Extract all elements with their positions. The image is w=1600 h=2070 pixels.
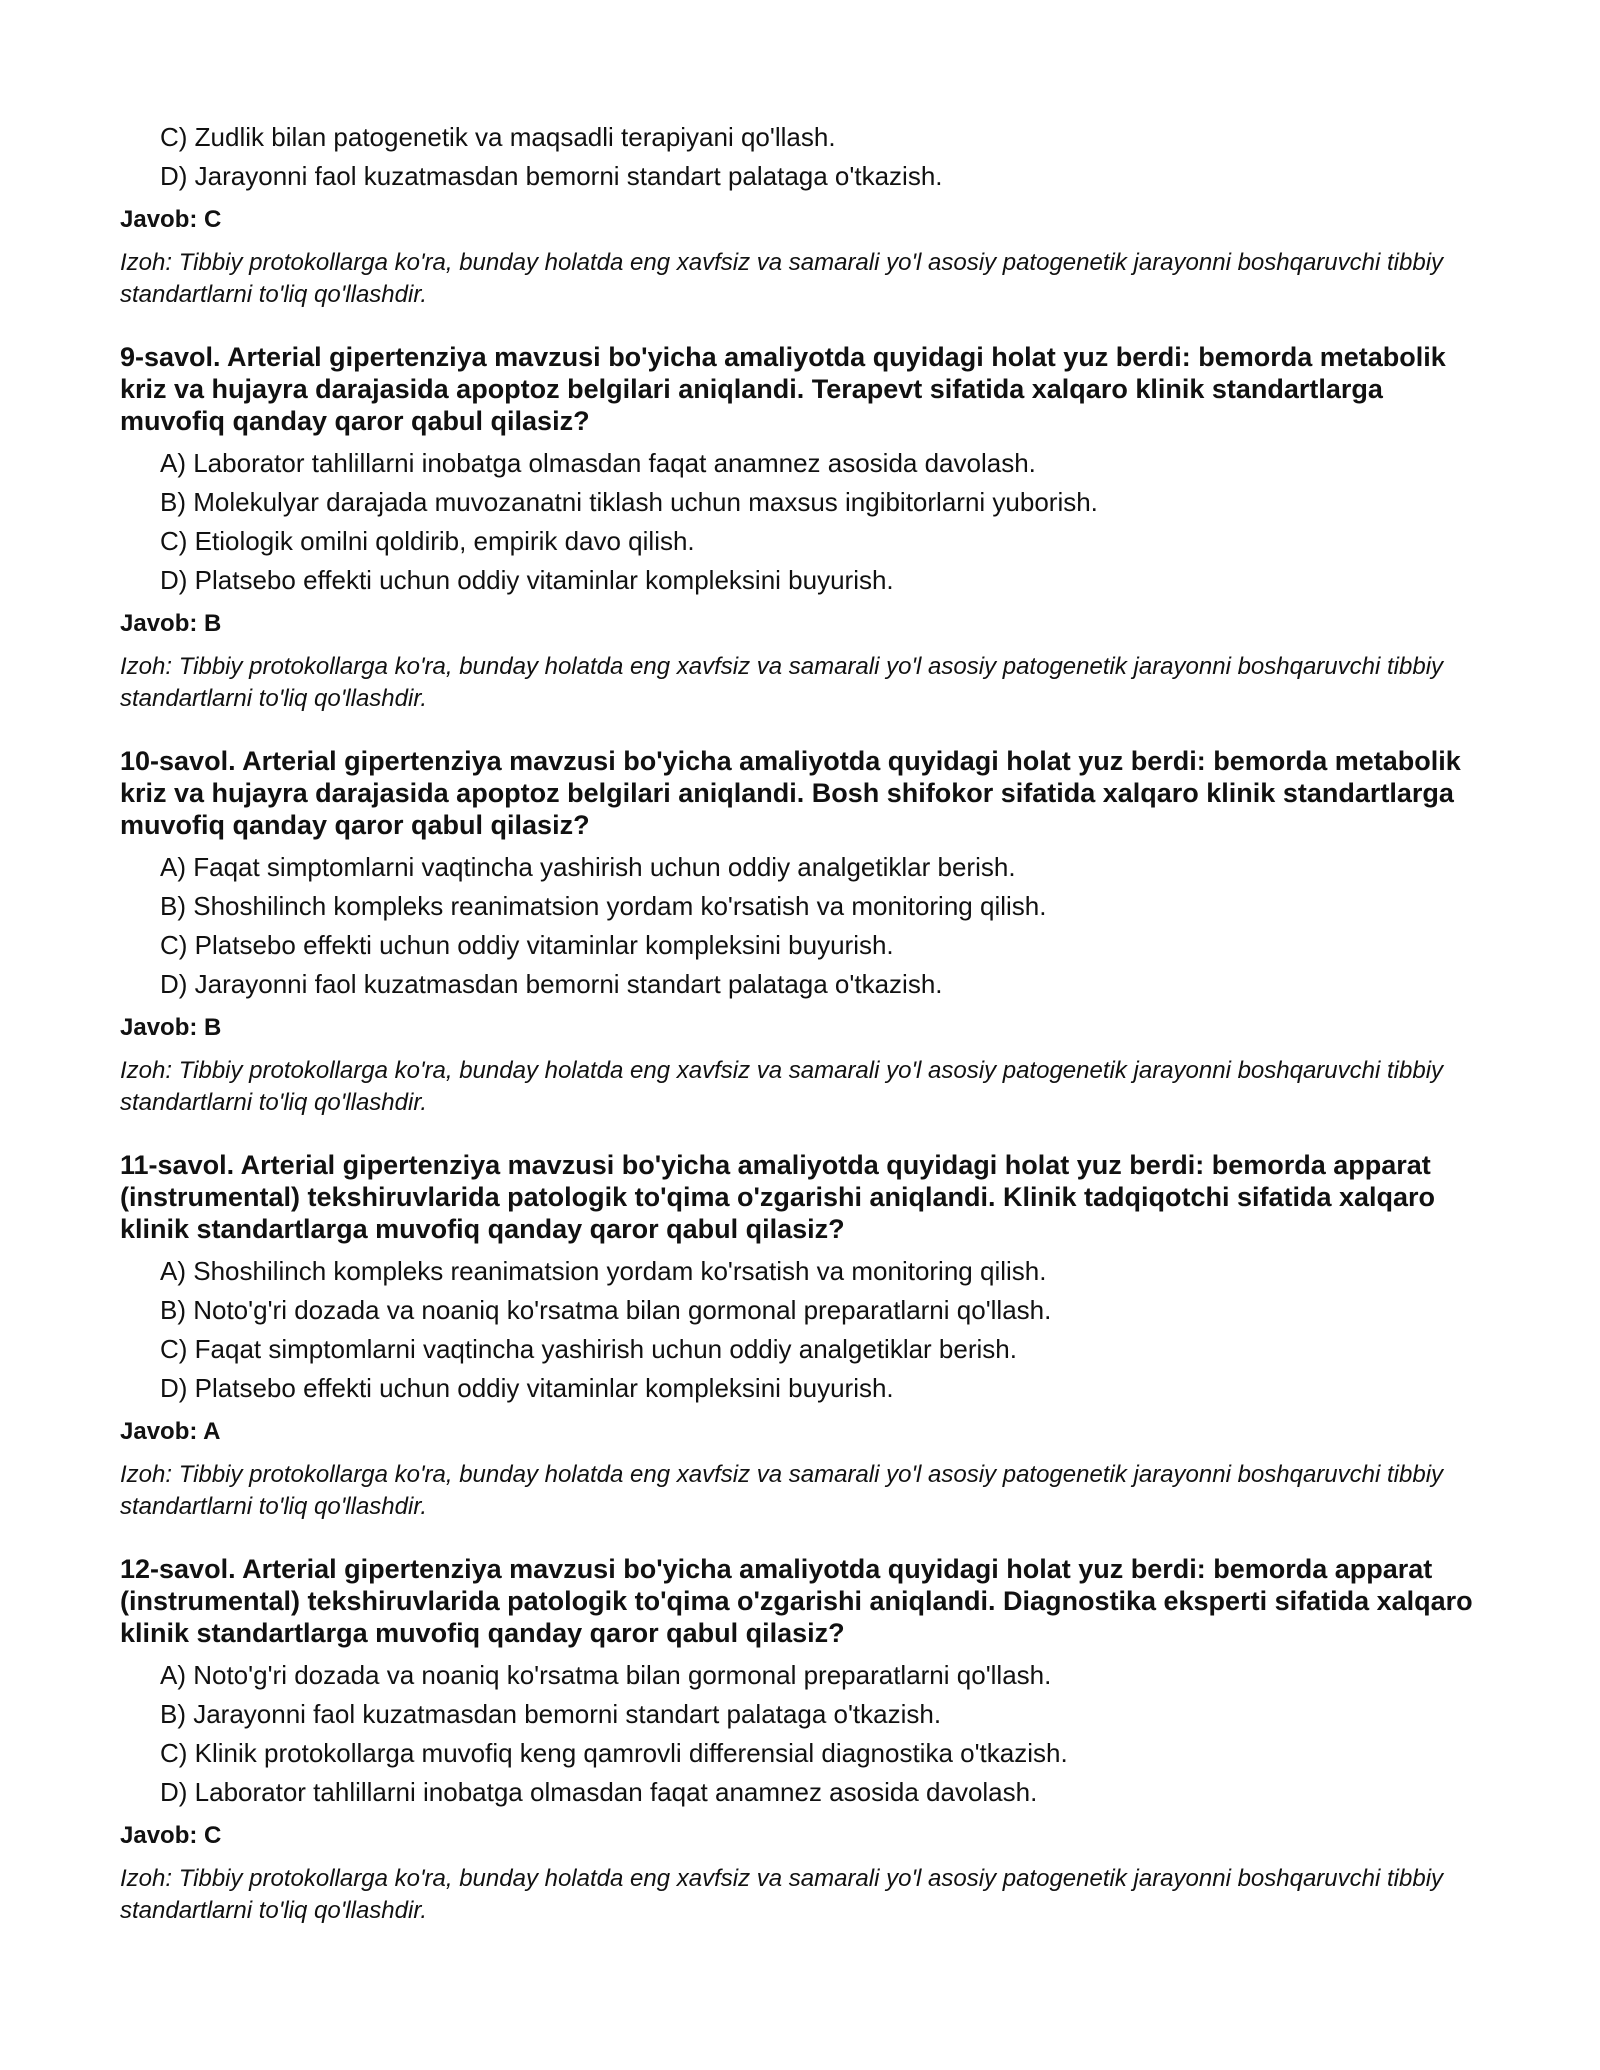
- explanation-note: Izoh: Tibbiy protokollarga ko'ra, bunday holatda eng xavfsiz va samarali yo'l asosiy patogenetik jarayonni boshqaruvchi tibbiy standartlarni to'liq qo'llashdir.: [120, 1461, 1444, 1520]
- option-c: C) Klinik protokollarga muvofiq keng qamrovli differensial diagnostika o'tkazish.: [160, 1738, 1068, 1768]
- option-a: A) Shoshilinch kompleks reanimatsion yordam ko'rsatish va monitoring qilish.: [160, 1256, 1047, 1286]
- option-d: D) Jarayonni faol kuzatmasdan bemorni standart palataga o'tkazish.: [160, 161, 943, 191]
- option-c: C) Platsebo effekti uchun oddiy vitaminlar kompleksini buyurish.: [160, 930, 894, 960]
- option-b: B) Shoshilinch kompleks reanimatsion yordam ko'rsatish va monitoring qilish.: [160, 891, 1047, 921]
- answer-label: Javob: C: [120, 1822, 222, 1849]
- explanation-note: Izoh: Tibbiy protokollarga ko'ra, bunday holatda eng xavfsiz va samarali yo'l asosiy patogenetik jarayonni boshqaruvchi tibbiy standartlarni to'liq qo'llashdir.: [120, 1057, 1444, 1116]
- option-b: B) Jarayonni faol kuzatmasdan bemorni standart palataga o'tkazish.: [160, 1699, 942, 1729]
- option-b: B) Noto'g'ri dozada va noaniq ko'rsatma bilan gormonal preparatlarni qo'llash.: [160, 1295, 1052, 1325]
- answer-label: Javob: B: [120, 610, 222, 637]
- option-c: C) Faqat simptomlarni vaqtincha yashirish uchun oddiy analgetiklar berish.: [160, 1334, 1017, 1364]
- option-a: A) Noto'g'ri dozada va noaniq ko'rsatma bilan gormonal preparatlarni qo'llash.: [160, 1660, 1052, 1690]
- option-d: D) Jarayonni faol kuzatmasdan bemorni standart palataga o'tkazish.: [160, 969, 943, 999]
- explanation-note: Izoh: Tibbiy protokollarga ko'ra, bunday holatda eng xavfsiz va samarali yo'l asosiy patogenetik jarayonni boshqaruvchi tibbiy standartlarni to'liq qo'llashdir.: [120, 249, 1444, 308]
- answer-label: Javob: B: [120, 1014, 222, 1041]
- question-9: [120, 341, 1480, 715]
- option-list: [120, 122, 1480, 191]
- question-continuation: [120, 122, 1480, 311]
- option-a: A) Laborator tahlillarni inobatga olmasdan faqat anamnez asosida davolash.: [160, 448, 1036, 478]
- explanation-note: Izoh: Tibbiy protokollarga ko'ra, bunday holatda eng xavfsiz va samarali yo'l asosiy patogenetik jarayonni boshqaruvchi tibbiy standartlarni to'liq qo'llashdir.: [120, 653, 1444, 712]
- question-text: 11-savol. Arterial gipertenziya mavzusi bo'yicha amaliyotda quyidagi holat yuz berdi: bemorda apparat (instrumental) tekshiruvlarida patologik to'qima o'zgarishi aniqlandi. Klinik tadqiqotchi sifatida xalqaro klinik standartlarga muvofiq qanday qaror qabul qilasiz?: [120, 1150, 1436, 1244]
- question-11: [120, 1149, 1480, 1523]
- question-text: 10-savol. Arterial gipertenziya mavzusi bo'yicha amaliyotda quyidagi holat yuz berdi: bemorda metabolik kriz va hujayra darajasida apoptoz belgilari aniqlandi. Bosh shifokor sifatida xalqaro klinik standartlarga muvofiq qanday qaror qabul qilasiz?: [120, 746, 1461, 840]
- document-page: [120, 122, 1480, 1927]
- option-c: C) Zudlik bilan patogenetik va maqsadli terapiyani qo'llash.: [160, 122, 836, 152]
- option-c: C) Etiologik omilni qoldirib, empirik davo qilish.: [160, 526, 695, 556]
- answer-label: Javob: C: [120, 206, 222, 233]
- option-a: A) Faqat simptomlarni vaqtincha yashirish uchun oddiy analgetiklar berish.: [160, 852, 1016, 882]
- option-list: [120, 1256, 1480, 1403]
- answer-label: Javob: A: [120, 1418, 221, 1445]
- option-d: D) Platsebo effekti uchun oddiy vitaminlar kompleksini buyurish.: [160, 565, 894, 595]
- question-12: [120, 1553, 1480, 1927]
- explanation-note: Izoh: Tibbiy protokollarga ko'ra, bunday holatda eng xavfsiz va samarali yo'l asosiy patogenetik jarayonni boshqaruvchi tibbiy standartlarni to'liq qo'llashdir.: [120, 1865, 1444, 1924]
- question-text: 9-savol. Arterial gipertenziya mavzusi bo'yicha amaliyotda quyidagi holat yuz berdi: bemorda metabolik kriz va hujayra darajasida apoptoz belgilari aniqlandi. Terapevt sifatida xalqaro klinik standartlarga muvofiq qanday qaror qabul qilasiz?: [120, 342, 1446, 436]
- option-list: [120, 448, 1480, 595]
- option-b: B) Molekulyar darajada muvozanatni tiklash uchun maxsus ingibitorlarni yuborish.: [160, 487, 1098, 517]
- option-d: D) Platsebo effekti uchun oddiy vitaminlar kompleksini buyurish.: [160, 1373, 894, 1403]
- question-text: 12-savol. Arterial gipertenziya mavzusi bo'yicha amaliyotda quyidagi holat yuz berdi: bemorda apparat (instrumental) tekshiruvlarida patologik to'qima o'zgarishi aniqlandi. Diagnostika eksperti sifatida xalqaro klinik standartlarga muvofiq qanday qaror qabul qilasiz?: [120, 1554, 1473, 1648]
- option-list: [120, 1660, 1480, 1807]
- question-10: [120, 745, 1480, 1119]
- option-list: [120, 852, 1480, 999]
- option-d: D) Laborator tahlillarni inobatga olmasdan faqat anamnez asosida davolash.: [160, 1777, 1038, 1807]
